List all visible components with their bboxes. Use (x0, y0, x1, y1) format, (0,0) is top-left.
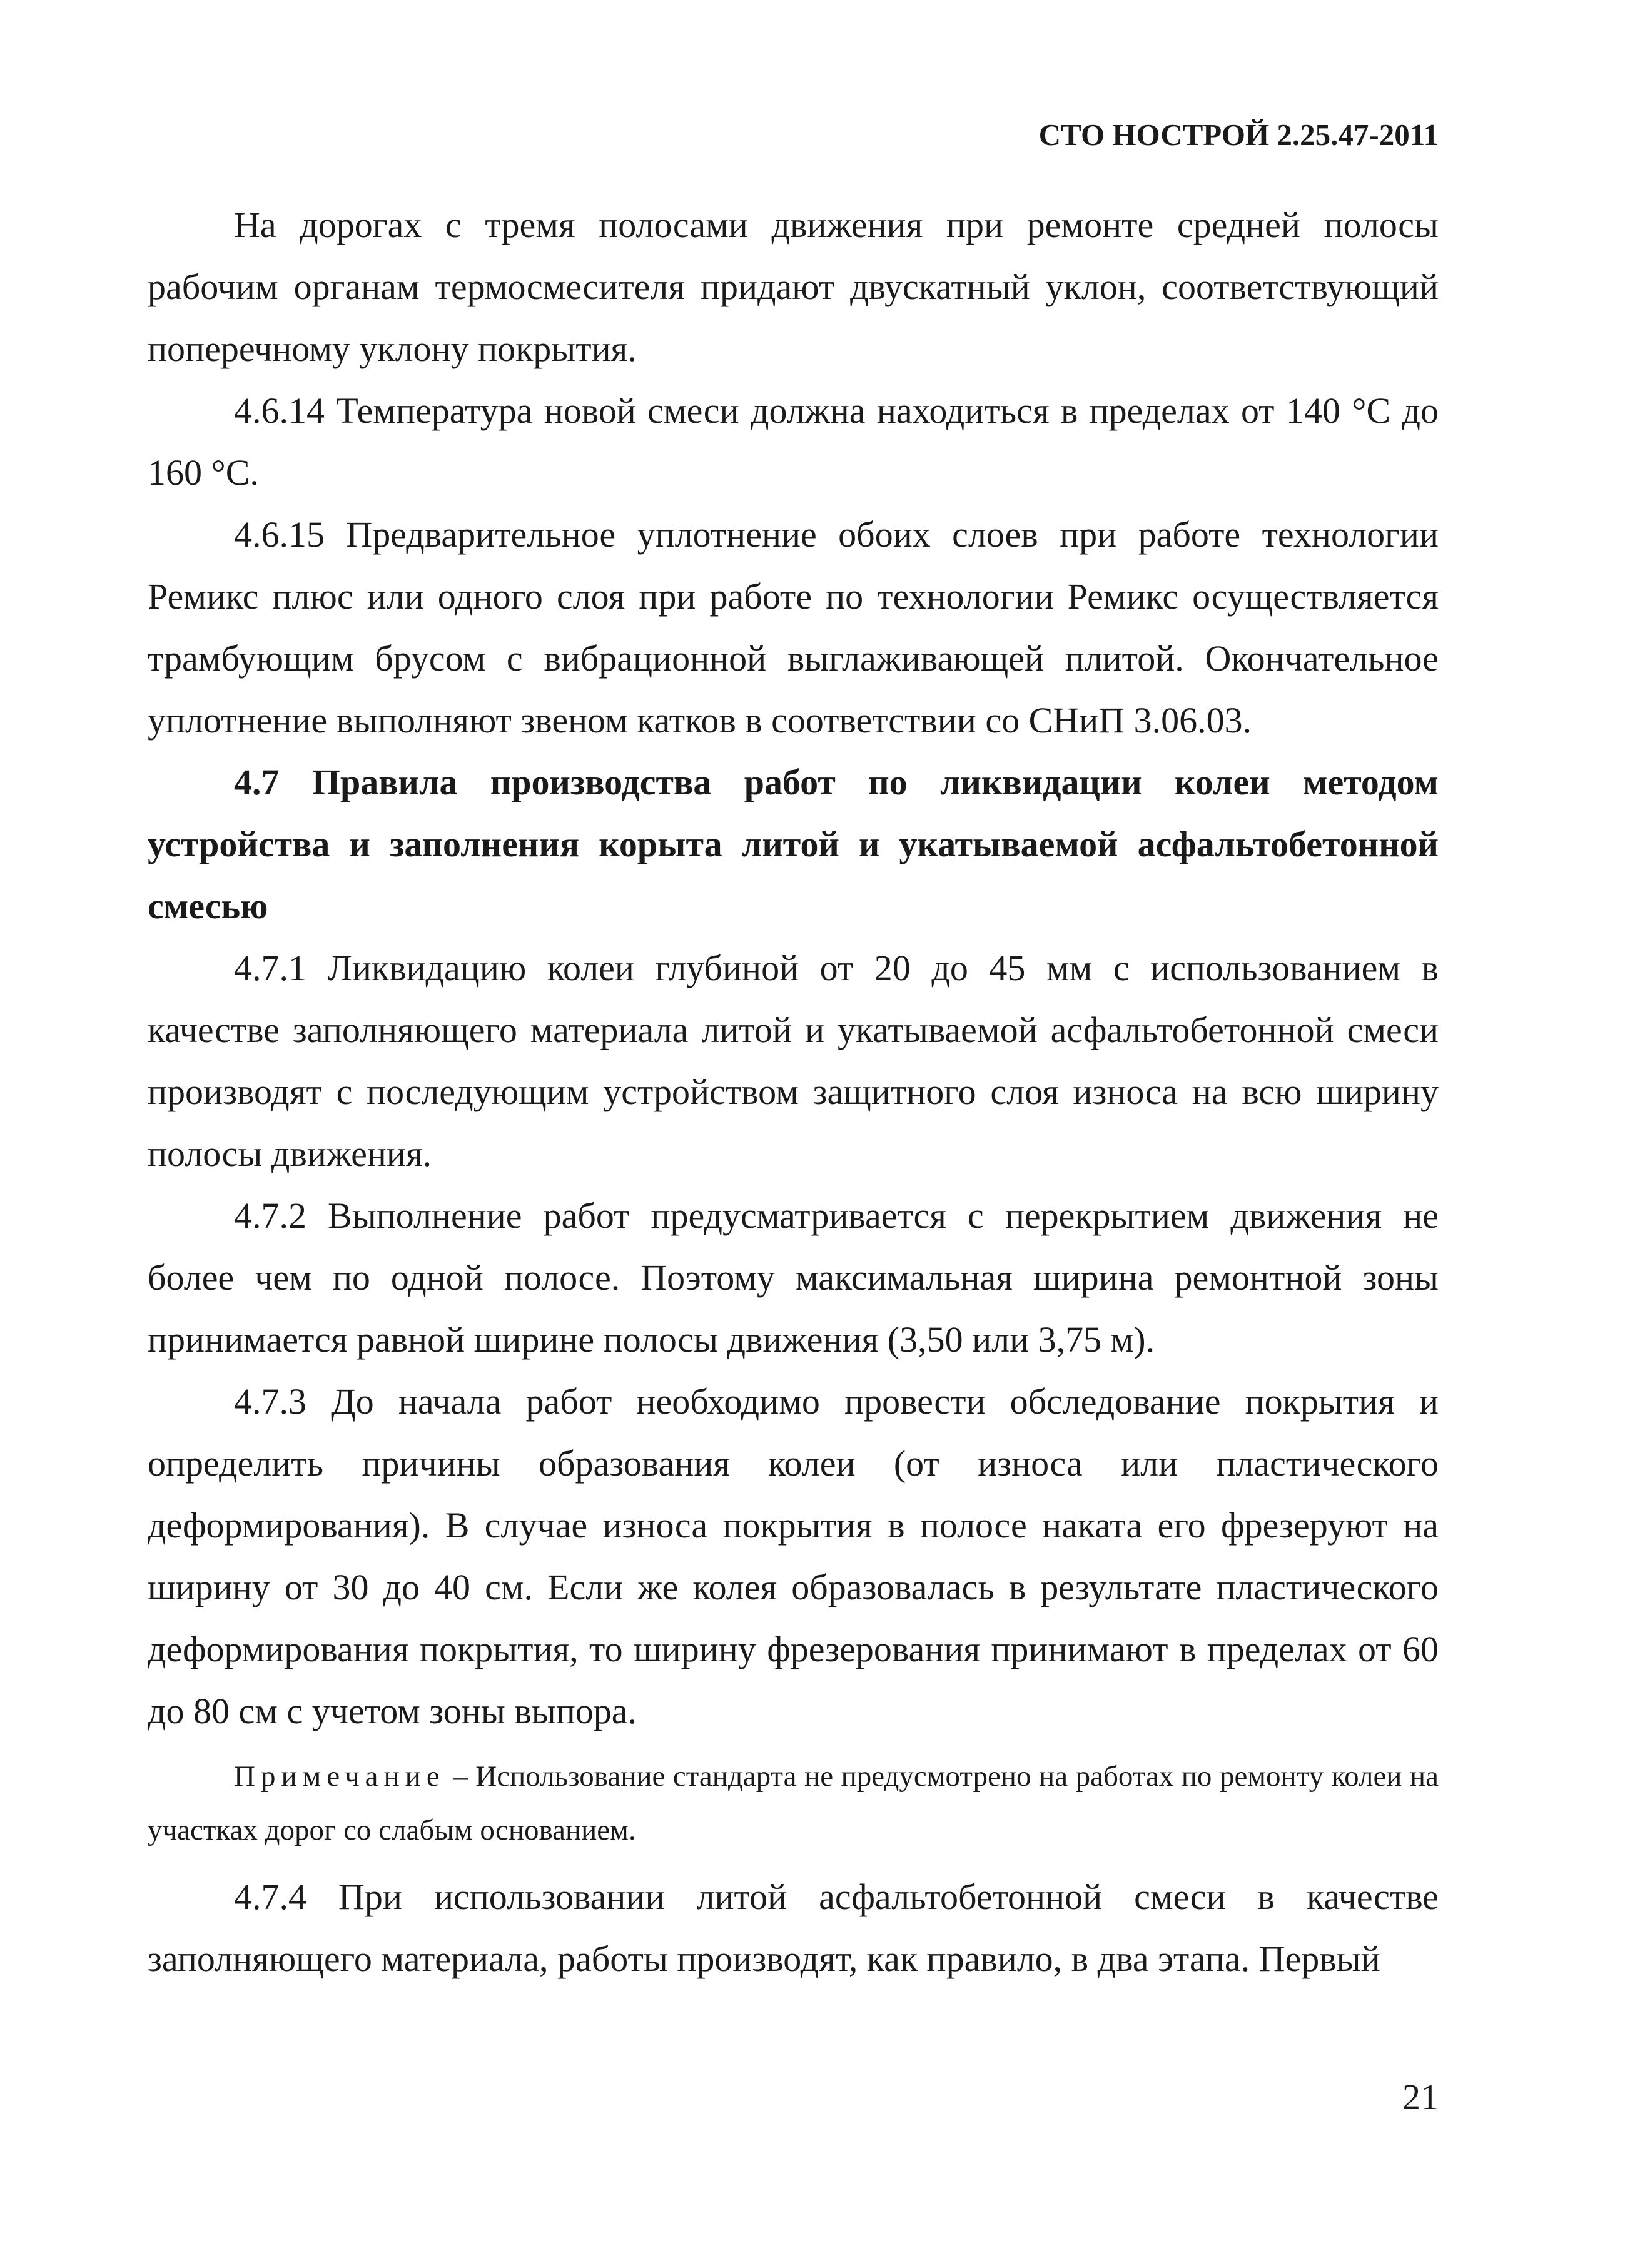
document-code-header: СТО НОСТРОЙ 2.25.47-2011 (1038, 118, 1439, 152)
paragraph-4-6-15: 4.6.15 Предварительное уплотнение обоих слоев при работе технологии Ремикс плюс или одного слоя при работе по технологии Ремикс осуществляется трамбующим брусом с вибрационной выглаживающей плитой. Окончательное уплотнение выполняют звеном катков в соответствии со СНиП 3.06.03. (148, 514, 1439, 741)
paragraph-4-7-3: 4.7.3 До начала работ необходимо провести обследование покрытия и определить причины образования колеи (от износа или пластического деформирования). В случае износа покрытия в полосе наката его фрезеруют на ширину от 30 до 40 см. Если же колея образовалась в результате пластического деформирования покрытия, то ширину фрезерования принимают в пределах от 60 до 80 см с учетом зоны выпора. (148, 1381, 1439, 1731)
paragraph-4-7-2: 4.7.2 Выполнение работ предусматривается с перекрытием движения не более чем по одной полосе. Поэтому максимальная ширина ремонтной зоны принимается равной ширине полосы движения (3,50 или 3,75 м). (148, 1195, 1439, 1360)
page-number: 21 (1402, 2077, 1439, 2117)
note-label: Примечание (234, 1760, 445, 1793)
paragraph-three-lane-roads: На дорогах с тремя полосами движения при ремонте средней полосы рабочим органам термосмесителя придают двускатный уклон, соответствующий поперечному уклону покрытия. (148, 205, 1439, 369)
paragraph-4-7-4: 4.7.4 При использовании литой асфальтобетонной смеси в качестве заполняющего материала, работы производят, как правило, в два этапа. Первый (148, 1876, 1439, 1979)
paragraph-4-7-1: 4.7.1 Ликвидацию колеи глубиной от 20 до 45 мм с использованием в качестве заполняющего материала литой и укатываемой асфальтобетонной смеси производят с последующим устройством защитного слоя износа на всю ширину полосы движения. (148, 948, 1439, 1174)
note (148, 1749, 1439, 1857)
note-text: – Использование стандарта не предусмотрено на работах по ремонту колеи на участках дорог со слабым основанием. (148, 1760, 1439, 1846)
page-body (148, 194, 1439, 1990)
section-heading-4-7: 4.7 Правила производства работ по ликвидации колеи методом устройства и заполнения корыта литой и укатываемой асфальтобетонной смесью (148, 762, 1439, 926)
paragraph-4-6-14: 4.6.14 Температура новой смеси должна находиться в пределах от 140 °С до 160 °С. (148, 390, 1439, 493)
